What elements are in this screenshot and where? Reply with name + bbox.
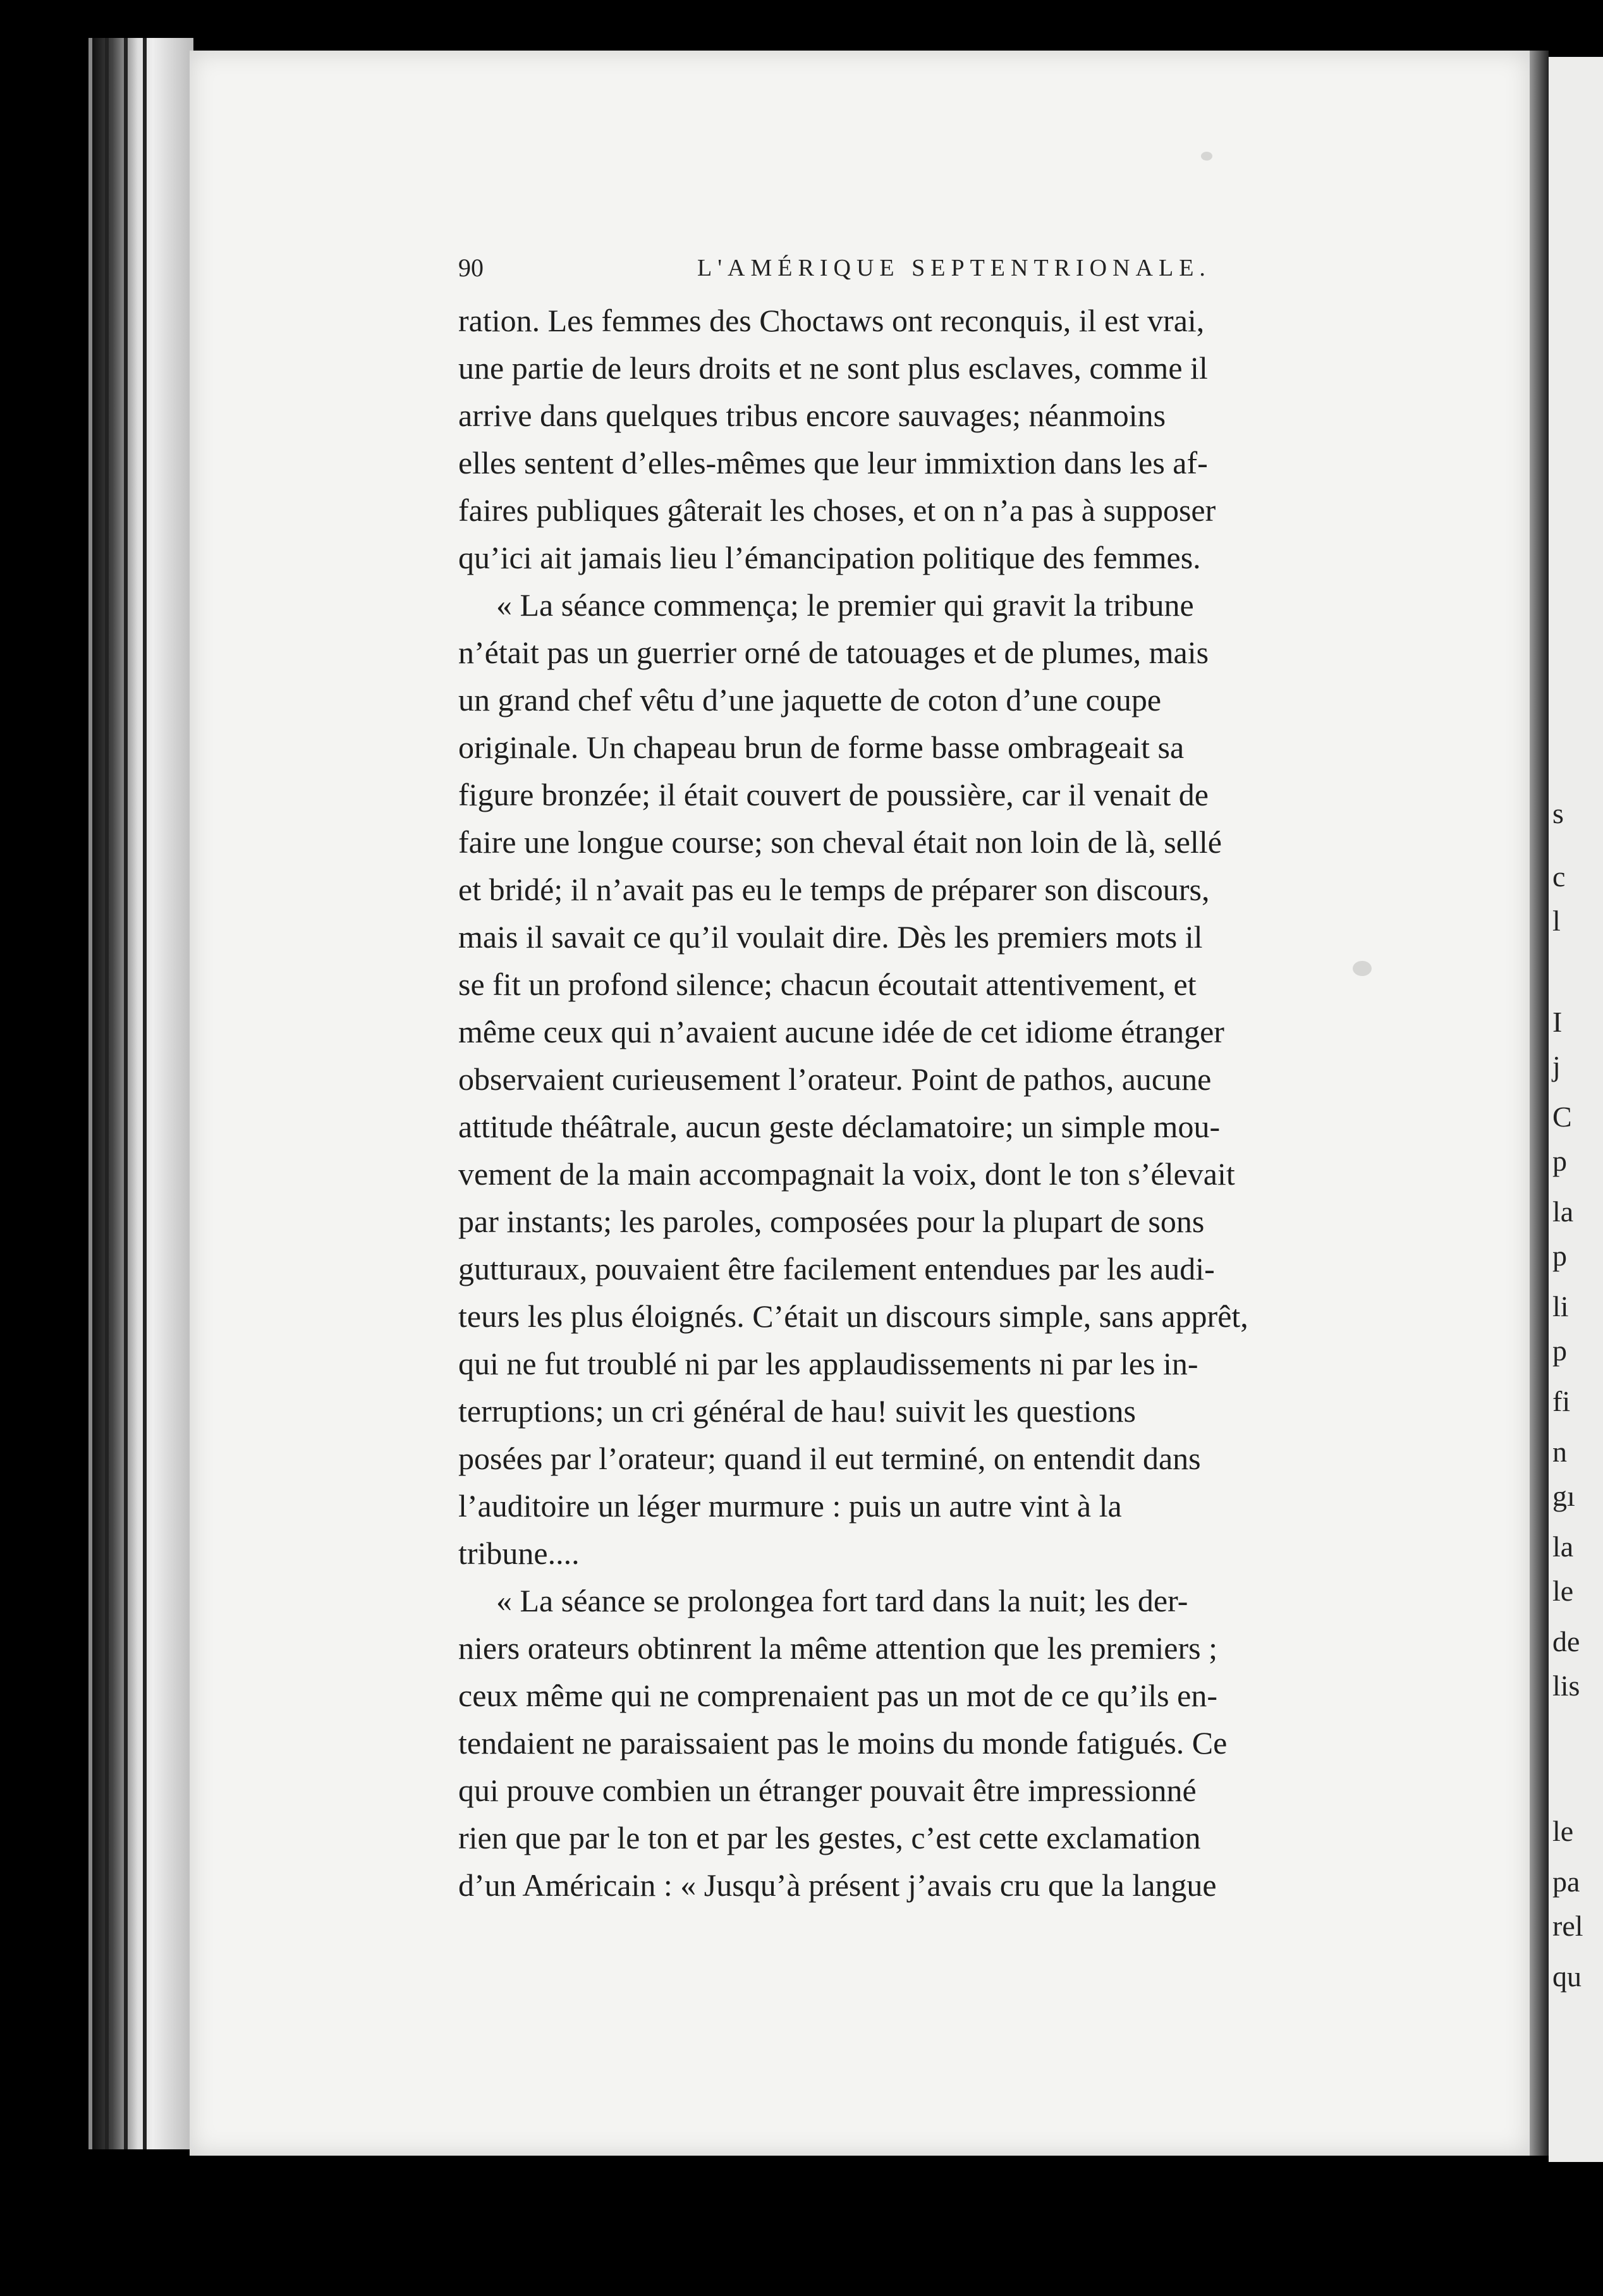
adjacent-page [1549, 57, 1603, 2162]
text-line: ceux même qui ne comprenaient pas un mot de ce qu’ils en- [458, 1678, 1217, 1713]
text-line: et bridé; il n’avait pas eu le temps de préparer son discours, [458, 872, 1210, 907]
adjacent-page-fragment: de [1552, 1625, 1580, 1658]
adjacent-page-fragment: la [1552, 1530, 1574, 1563]
body-text [458, 297, 1422, 1909]
adjacent-page-fragment: gı [1552, 1480, 1575, 1512]
adjacent-page-fragment: p [1552, 1145, 1567, 1177]
text-line: même ceux qui n’avaient aucune idée de cet idiome étranger [458, 1014, 1224, 1049]
page-gutter-shadow [1530, 51, 1549, 2156]
text-line: posées par l’orateur; quand il eut terminé, on entendit dans [458, 1441, 1201, 1476]
text-line: teurs les plus éloignés. C’était un discours simple, sans apprêt, [458, 1298, 1248, 1334]
adjacent-page-fragment: li [1552, 1290, 1569, 1322]
text-line: tendaient ne paraissaient pas le moins du monde fatigués. Ce [458, 1725, 1228, 1761]
text-line: elles sentent d’elles-mêmes que leur immixtion dans les af- [458, 445, 1208, 480]
text-line: une partie de leurs droits et ne sont plus esclaves, comme il [458, 350, 1208, 386]
text-line: vement de la main accompagnait la voix, dont le ton s’élevait [458, 1156, 1235, 1192]
text-line: « La séance se prolongea fort tard dans la nuit; les der- [496, 1583, 1188, 1618]
adjacent-page-fragment: le [1552, 1815, 1574, 1847]
text-line: terruptions; un cri général de hau! suivit les questions [458, 1393, 1136, 1429]
text-line: un grand chef vêtu d’une jaquette de coton d’une coupe [458, 682, 1162, 718]
text-line: qu’ici ait jamais lieu l’émancipation politique des femmes. [458, 540, 1201, 575]
adjacent-page-fragment: p [1552, 1334, 1567, 1367]
scan-speck [1353, 961, 1372, 976]
text-line: originale. Un chapeau brun de forme basse ombrageait sa [458, 730, 1185, 765]
adjacent-page-fragment: l [1552, 905, 1561, 937]
book-spine-edge [88, 38, 193, 2149]
text-line: par instants; les paroles, composées pour la plupart de sons [458, 1204, 1205, 1239]
adjacent-page-fragment: la [1552, 1195, 1574, 1228]
adjacent-page-fragment: le [1552, 1575, 1574, 1607]
text-line: niers orateurs obtinrent la même attention que les premiers ; [458, 1630, 1218, 1666]
text-line: « La séance commença; le premier qui gravit la tribune [496, 587, 1194, 623]
text-line: faires publiques gâterait les choses, et on n’a pas à supposer [458, 492, 1216, 528]
adjacent-page-fragment: s [1552, 797, 1564, 829]
text-line: se fit un profond silence; chacun écoutait attentivement, et [458, 967, 1197, 1002]
text-line: attitude théâtrale, aucun geste déclamatoire; un simple mou- [458, 1109, 1221, 1144]
text-line: figure bronzée; il était couvert de poussière, car il venait de [458, 777, 1209, 812]
text-line: n’était pas un guerrier orné de tatouages et de plumes, mais [458, 635, 1209, 670]
running-head [458, 253, 1422, 291]
text-line: faire une longue course; son cheval était non loin de là, sellé [458, 824, 1222, 860]
adjacent-page-fragment: n [1552, 1436, 1567, 1468]
text-line: tribune.... [458, 1536, 580, 1571]
running-title: L'AMÉRIQUE SEPTENTRIONALE. [697, 255, 1211, 281]
text-line: qui prouve combien un étranger pouvait être impressionné [458, 1773, 1197, 1808]
text-line: rien que par le ton et par les gestes, c’est cette exclamation [458, 1820, 1201, 1855]
text-line: l’auditoire un léger murmure : puis un autre vint à la [458, 1488, 1122, 1524]
adjacent-page-fragment: I [1552, 1006, 1563, 1038]
adjacent-page-fragment: c [1552, 860, 1566, 893]
text-line: mais il savait ce qu’il voulait dire. Dès les premiers mots il [458, 919, 1203, 955]
text-line: ration. Les femmes des Choctaws ont reconquis, il est vrai, [458, 303, 1205, 338]
adjacent-page-fragment: C [1552, 1101, 1572, 1133]
adjacent-page-fragment: lis [1552, 1670, 1580, 1702]
text-line: observaient curieusement l’orateur. Point de pathos, aucune [458, 1061, 1212, 1097]
page-number: 90 [458, 253, 484, 282]
adjacent-page-fragment: p [1552, 1240, 1567, 1272]
text-line: gutturaux, pouvaient être facilement entendues par les audi- [458, 1251, 1215, 1286]
adjacent-page-fragment: pa [1552, 1866, 1580, 1898]
adjacent-page-fragment: rel [1552, 1910, 1583, 1942]
adjacent-page-fragment: fi [1552, 1385, 1571, 1417]
adjacent-page-fragment: qu [1552, 1960, 1582, 1993]
text-line: qui ne fut troublé ni par les applaudissements ni par les in- [458, 1346, 1198, 1381]
text-line: d’un Américain : « Jusqu’à présent j’avais cru que la langue [458, 1867, 1217, 1903]
text-line: arrive dans quelques tribus encore sauvages; néanmoins [458, 398, 1166, 433]
scan-speck [1201, 152, 1212, 161]
adjacent-page-fragment: j [1552, 1050, 1561, 1082]
